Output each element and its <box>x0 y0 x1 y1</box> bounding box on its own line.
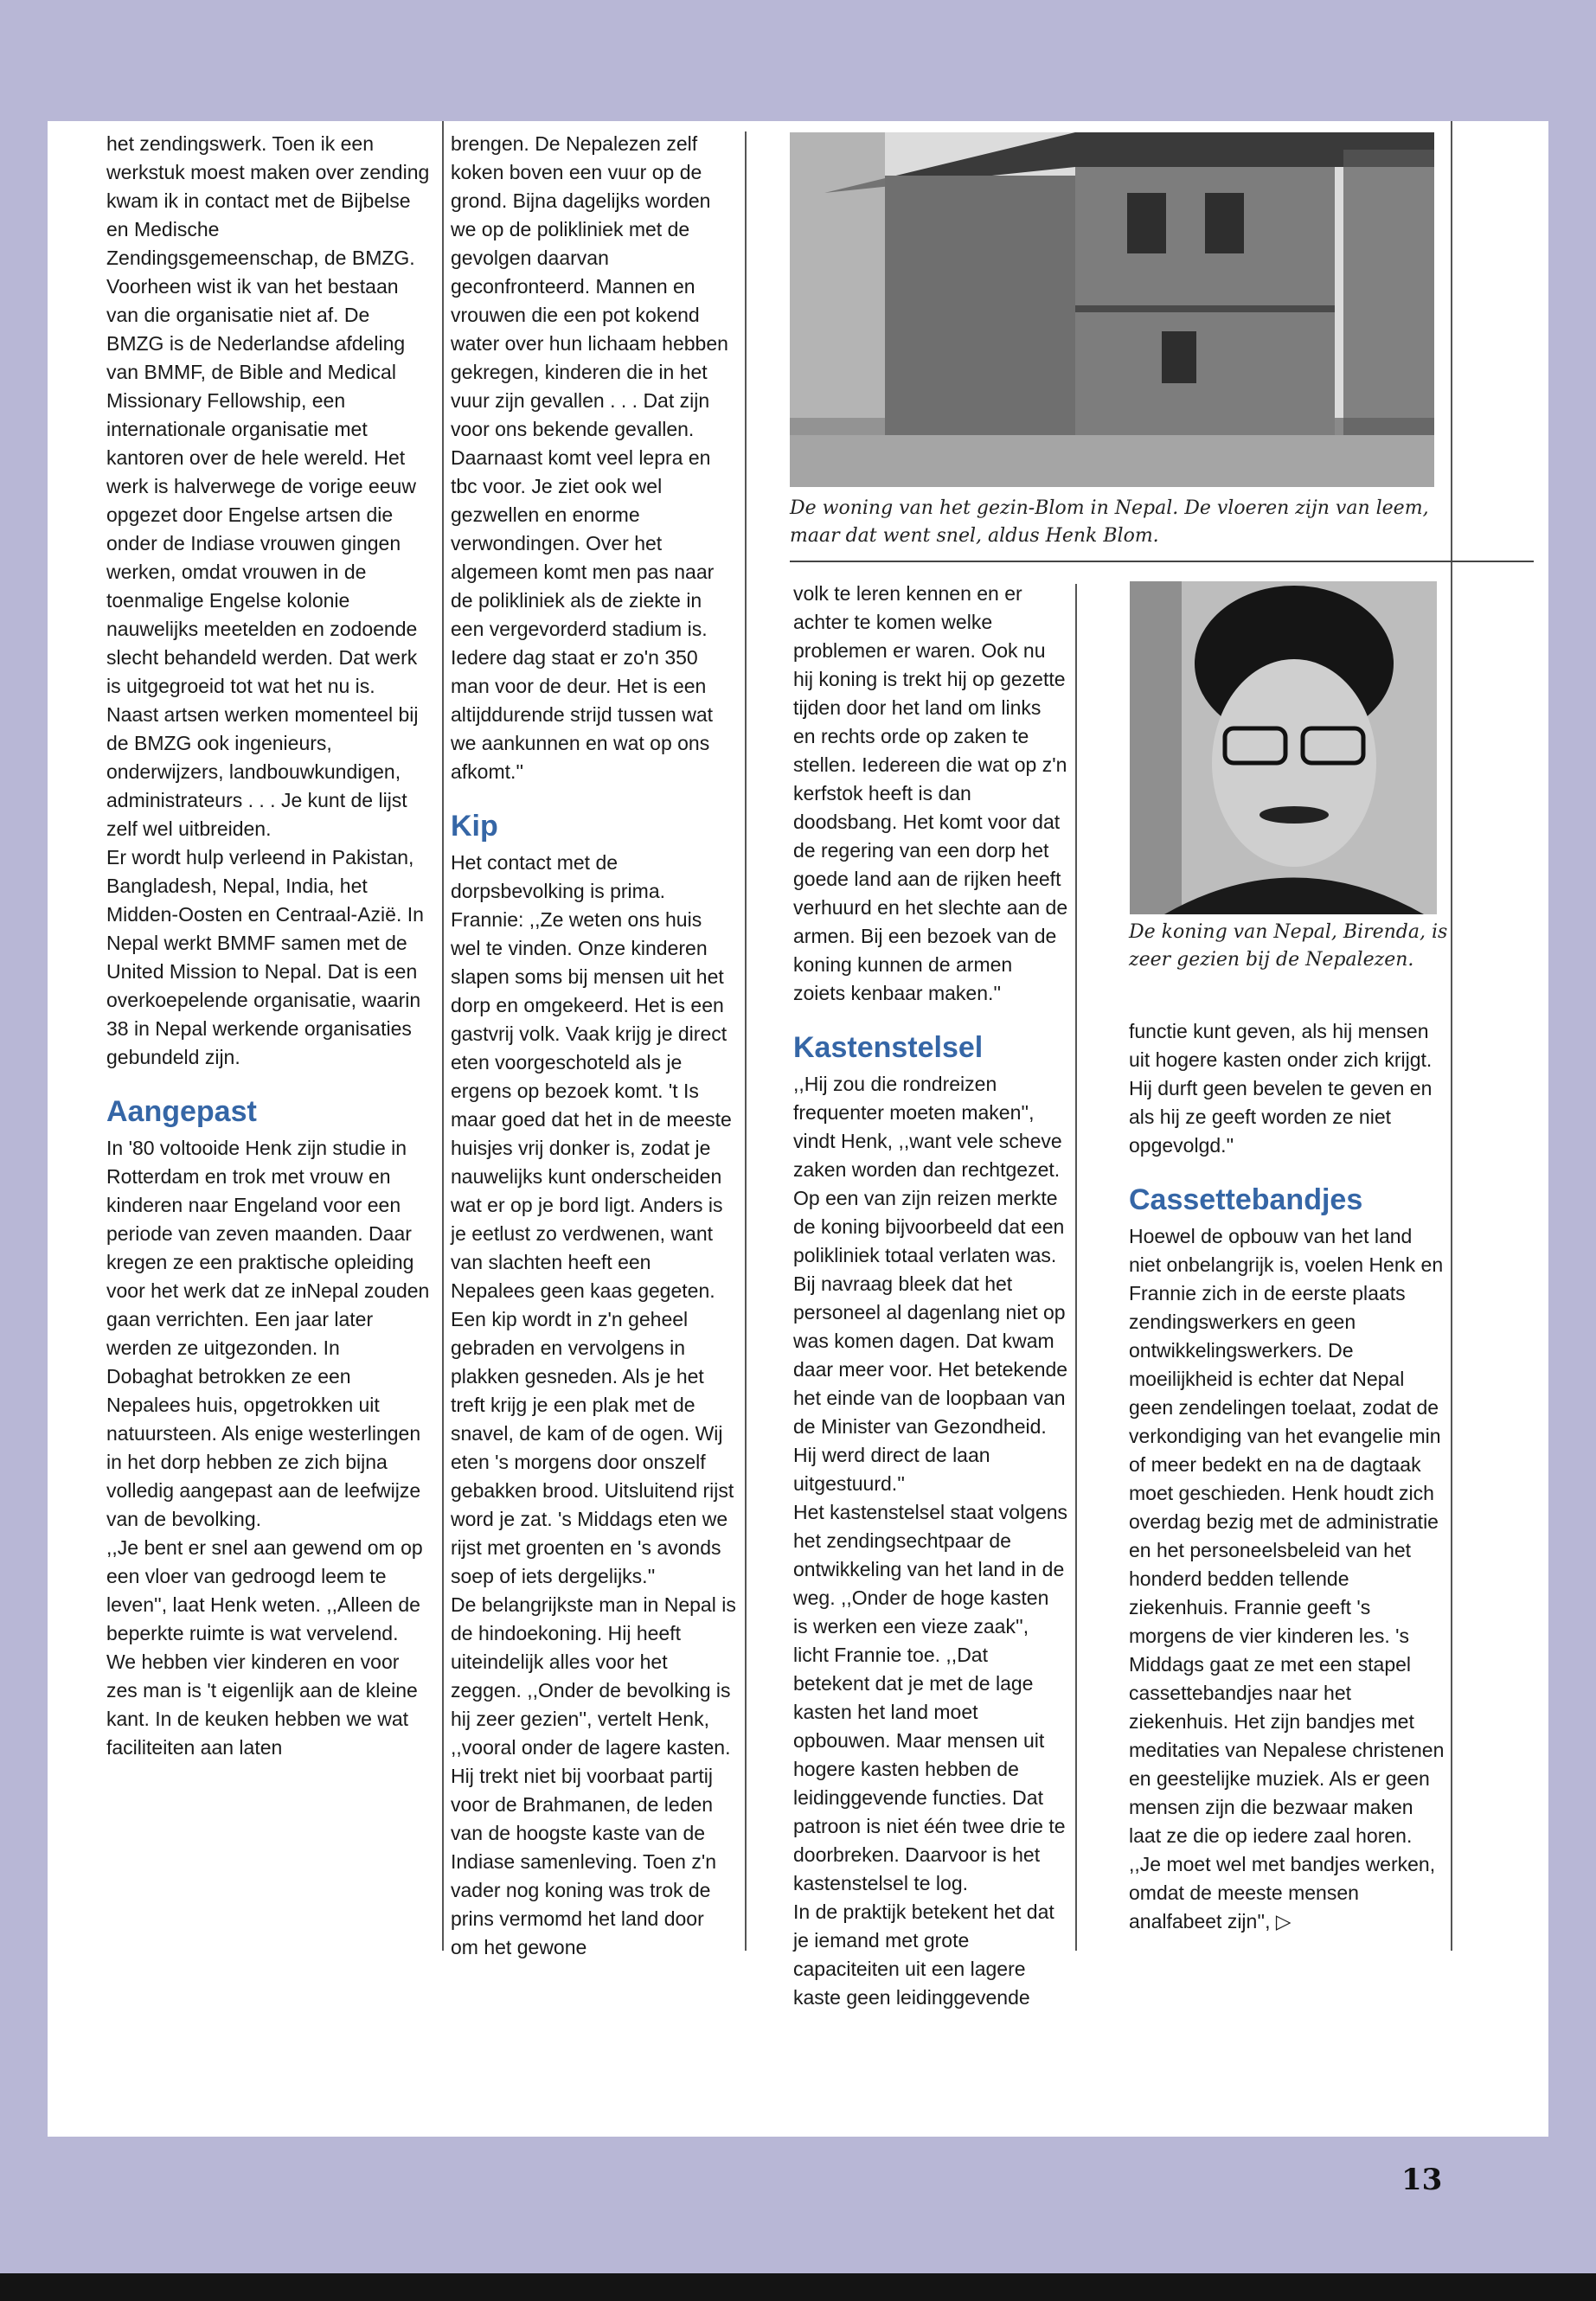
paragraph: brengen. De Nepalezen zelf koken boven een vuur op de grond. Bijna dagelijks worden we op de polikliniek met de gevolgen daarvan geconfronteerd. Mannen en vrouwen die een pot kokend water over hun lichaam hebben gekregen, kinderen die in het vuur zijn gevallen . . . Dat zijn voor ons bekende gevallen. <box>451 132 728 440</box>
paragraph: ,,Hij zou die rondreizen frequenter moeten maken'', vindt Henk, ,,want vele scheve zaken worden dan rechtgezet. Op een van zijn reizen merkte de koning bijvoorbeeld dat een polikliniek totaal verlaten was. Bij navraag bleek dat het personeel al dagenlang niet op was komen dagen. Dat kwam daar meer voor. Het betekende het einde van de loopbaan van de Minister van Gezondheid. Hij werd direct de laan uitgestuurd.'' <box>793 1073 1068 1495</box>
page-number: 13 <box>1401 2163 1443 2197</box>
paragraph: Naast artsen werken momenteel bij de BMZG ook ingenieurs, onderwijzers, landbouwkundigen, administrateurs . . . Je kunt de lijst zelf wel uitbreiden. <box>106 703 419 840</box>
section-heading: Cassettebandjes <box>1129 1183 1363 1216</box>
column-rule <box>745 131 747 1951</box>
magazine-page <box>48 121 1548 2137</box>
column-rule <box>442 121 444 1951</box>
king-photo <box>1130 581 1437 914</box>
column-1 <box>106 130 431 1955</box>
paragraph: Hoewel de opbouw van het land niet onbelangrijk is, voelen Henk en Frannie zich in de eerste plaats zendingswerkers en geen ontwikkelingswerkers. De moeilijkheid is echter dat Nepal geen zendelingen toelaat, zodat de verkondiging van het evangelie min of meer bedekt en na de dagtaak moet geschieden. Henk houdt zich overdag bezig met de administratie en het personeelsbeleid van het honderd bedden tellende ziekenhuis. Frannie geeft 's morgens de vier kinderen les. 's Middags gaat ze met een stapel cassettebandjes naar het ziekenhuis. Het zijn bandjes met meditaties van Nepalese christenen en geestelijke muziek. Als er geen mensen zijn die bezwaar maken laat ze die op iedere zaal horen. <box>1129 1225 1445 1847</box>
top-margin-band <box>0 0 1596 121</box>
paragraph: Er wordt hulp verleend in Pakistan, Bangladesh, Nepal, India, het Midden-Oosten en Centraal-Azië. In Nepal werkt BMMF samen met de United Mission to Nepal. Dat is een overkoepelende organisatie, waarin 38 in Nepal werkende organisaties gebundeld zijn. <box>106 846 424 1068</box>
paragraph: Het contact met de dorpsbevolking is prima. Frannie: ,,Ze weten ons huis wel te vinden. Onze kinderen slapen soms bij mensen uit het dorp en omgekeerd. Het is een gastvrij volk. Vaak krijg je direct eten voorgeschoteld als je ergens op bezoek komt. 't Is maar goed dat het in de meeste huisjes vrij donker is, zodat je nauwelijks kunt onderscheiden wat er op je bord ligt. Anders is je eetlust zo verdwenen, want van slachten heeft een Nepalees geen kaas gegeten. Een kip wordt in z'n geheel gebraden en vervolgens in plakken gesneden. Als je het treft krijg je een plak met de snavel, de kam of de ogen. Wij eten 's morgens door onszelf gebakken brood. Uitsluitend rijst word je zat. 's Middags eten we rijst met groenten en 's avonds soep of iets dergelijks.'' <box>451 851 734 1587</box>
paragraph: het zendingswerk. Toen ik een werkstuk moest maken over zending kwam ik in contact met de Bijbelse en Medische Zendingsgemeenschap, de BMZG. Voorheen wist ik van het bestaan van die organisatie niet af. De BMZG is de Nederlandse afdeling van BMMF, de Bible and Medical Missionary Fellowship, een internationale organisatie met kantoren over de hele wereld. Het werk is halverwege de vorige eeuw opgezet door Engelse artsen die onder de Indiase vrouwen gingen werken, omdat vrouwen in de toenmalige Engelse kolonie nauwelijks meetelden en zodoende slecht behandeld werden. Dat werk is uitgegroeid tot wat het nu is. <box>106 132 430 697</box>
paragraph: ,,Je moet wel met bandjes werken, omdat de meeste mensen analfabeet zijn'', ▷ <box>1129 1853 1436 1932</box>
paragraph: In '80 voltooide Henk zijn studie in Rotterdam en trok met vrouw en kinderen naar Engeland voor een periode van zeven maanden. Daar kregen ze een praktische opleiding voor het werk dat ze inNepal zouden gaan verrichten. Een jaar later werden ze uitgezonden. In Dobaghat betrokken ze een Nepalees huis, opgetrokken uit natuursteen. Als enige westerlingen in het dorp hebben ze zich bijna volledig aangepast aan de leefwijze van de bevolking. <box>106 1137 430 1530</box>
column-4 <box>1129 1017 1449 1952</box>
column-3 <box>793 580 1068 2009</box>
section-heading: Aangepast <box>106 1095 257 1128</box>
caption-rule <box>790 561 1534 562</box>
house-photo <box>790 132 1434 487</box>
king-photo-caption: De koning van Nepal, Birenda, is zeer gezien bij de Nepalezen. <box>1129 921 1448 971</box>
paragraph: volk te leren kennen en er achter te komen welke problemen er waren. Ook nu hij koning is trekt hij op gezette tijden door het land om links en rechts orde op zaken te stellen. Iedereen die wat op z'n kerfstok heeft is dan doodsbang. Het komt voor dat de regering van een dorp het goede land aan de rijken heeft verhuurd en het slechte aan de armen. Bij een bezoek van de koning kunnen de armen zoiets kenbaar maken.'' <box>793 582 1068 1004</box>
bottom-margin-band <box>0 2137 1596 2275</box>
section-heading: Kastenstelsel <box>793 1031 984 1064</box>
house-photo-caption: De woning van het gezin-Blom in Nepal. De vloeren zijn van leem, maar dat went snel, aldus Henk Blom. <box>790 497 1429 547</box>
paragraph: functie kunt geven, als hij mensen uit hogere kasten onder zich krijgt. Hij durft geen bevelen te geven en als hij ze geeft worden ze niet opgevolgd.'' <box>1129 1020 1433 1157</box>
section-heading: Kip <box>451 810 498 843</box>
paragraph: Daarnaast komt veel lepra en tbc voor. Je ziet ook wel gezwellen en enorme verwondingen. Over het algemeen komt men pas naar de polikliniek als de ziekte in een vergevorderd stadium is. Iedere dag staat er zo'n 350 man voor de deur. Het is een altijddurende strijd tussen wat we aankunnen en wat op ons afkomt.'' <box>451 446 715 783</box>
house-image <box>790 132 1434 487</box>
paragraph: De belangrijkste man in Nepal is de hindoekoning. Hij heeft uiteindelijk alles voor het zeggen. ,,Onder de bevolking is hij zeer gezien'', vertelt Henk, ,,vooral onder de lagere kasten. Hij trekt niet bij voorbaat partij voor de Brahmanen, de leden van de hoogste kaste van de Indiase samenleving. Toen z'n vader nog koning was trok de prins vermomd het land door om het gewone <box>451 1593 736 1958</box>
paragraph: Het kastenstelsel staat volgens het zendingsechtpaar de ontwikkeling van het land in de weg. ,,Onder de hoge kasten is werken een vieze zaak'', licht Frannie toe. ,,Dat betekent dat je met de lage kasten het land moet opbouwen. Maar mensen uit hogere kasten hebben de leidinggevende functies. Dat patroon is niet één twee drie te doorbreken. Daarvoor is het kastenstelsel te log. <box>793 1501 1068 1894</box>
column-2 <box>451 130 736 1958</box>
bottom-edge-bar <box>0 2273 1596 2301</box>
column-rule <box>1451 121 1452 1951</box>
king-portrait-image <box>1130 581 1437 914</box>
paragraph: In de praktijk betekent het dat je iemand met grote capaciteiten uit een lagere kaste geen leidinggevende <box>793 1900 1054 2009</box>
paragraph: ,,Je bent er snel aan gewend om op een vloer van gedroogd leem te leven'', laat Henk weten. ,,Alleen de beperkte ruimte is wat vervelend. We hebben vier kinderen en voor zes man is 't eigenlijk aan de kleine kant. In de keuken hebben we wat faciliteiten aan laten <box>106 1536 423 1759</box>
column-rule <box>1075 584 1077 1951</box>
